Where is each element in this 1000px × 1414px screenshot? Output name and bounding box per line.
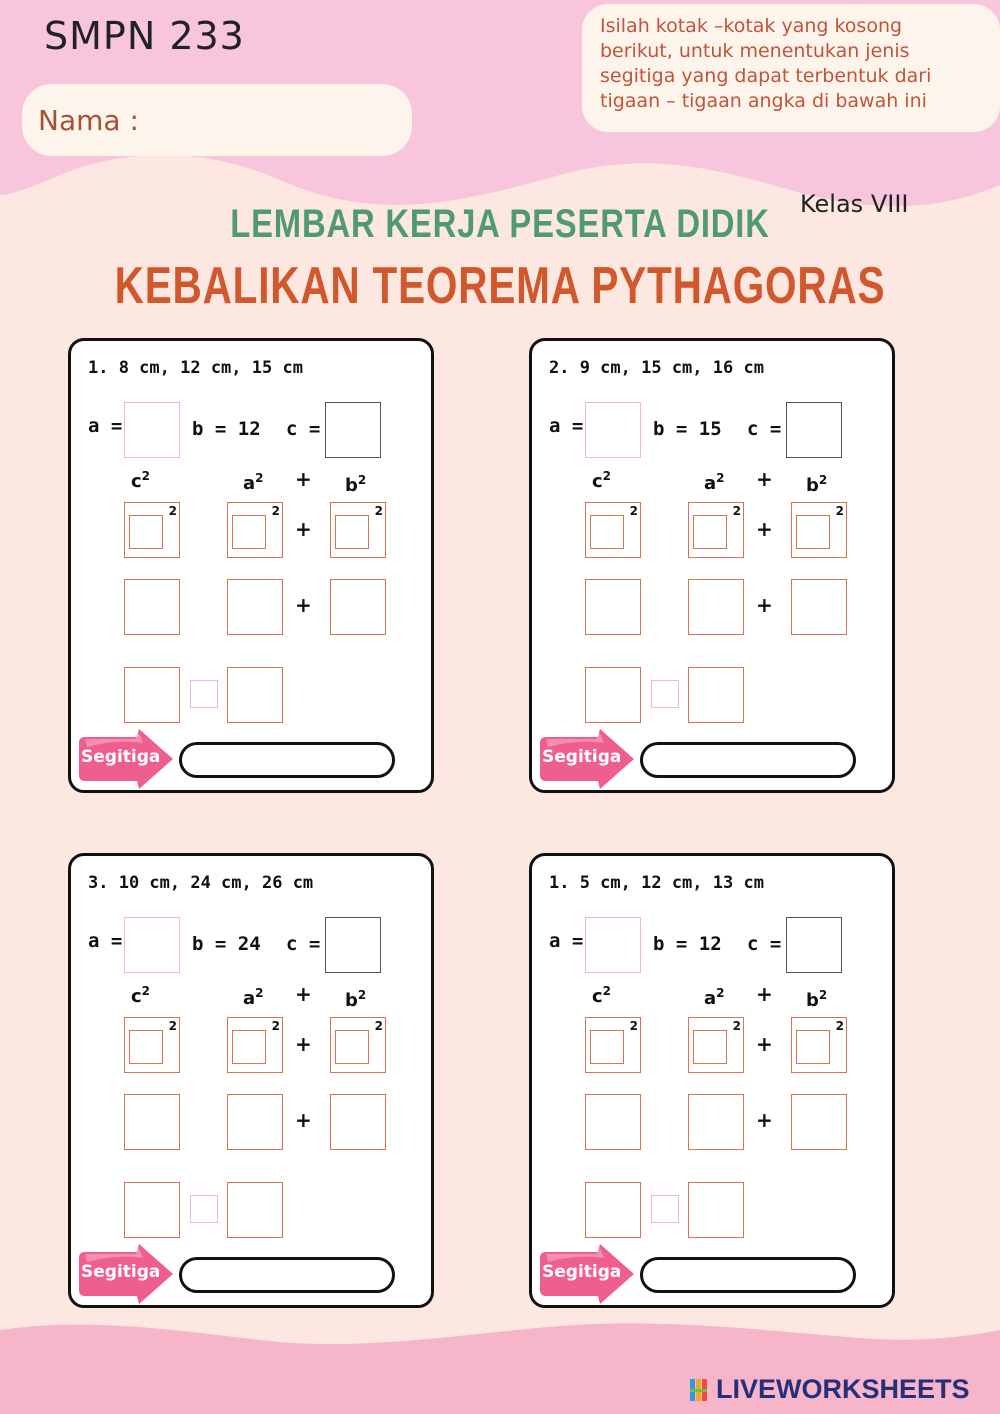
b-squared-box: 2 [791, 502, 847, 558]
b-squared-label: $b^2$ [806, 473, 828, 496]
plus-sign: + [295, 467, 312, 491]
right-result-input[interactable] [227, 1182, 283, 1238]
b-base-input[interactable] [335, 1030, 369, 1064]
c-base-input[interactable] [129, 515, 163, 549]
instructions-text: Isilah kotak –kotak yang kosong berikut, untuk menentukan jenis segitiga yang dapat terbentuk dari tigaan – tigaan angka di bawah ini [600, 15, 932, 112]
a-base-input[interactable] [693, 515, 727, 549]
a-input[interactable] [124, 917, 180, 973]
a-input[interactable] [124, 402, 180, 458]
left-result-input[interactable] [124, 1182, 180, 1238]
question-text: 1. 5 cm, 12 cm, 13 cm [549, 873, 764, 893]
left-result-input[interactable] [124, 667, 180, 723]
segitiga-arrow [77, 729, 177, 789]
comparison-input[interactable] [190, 680, 218, 708]
b-squared-value-input[interactable] [791, 579, 847, 635]
plus-sign: + [295, 982, 312, 1006]
c-squared-value-input[interactable] [585, 579, 641, 635]
c-squared-label: $c^2$ [131, 984, 151, 1007]
c-label: c = [286, 933, 321, 955]
c-squared-label: $c^2$ [592, 469, 612, 492]
b-base-input[interactable] [335, 515, 369, 549]
a-squared-value-input[interactable] [688, 1094, 744, 1150]
a-squared-value-input[interactable] [227, 1094, 283, 1150]
b-base-input[interactable] [796, 515, 830, 549]
b-label: b = 15 [653, 418, 722, 440]
b-squared-box: 2 [791, 1017, 847, 1073]
c-squared-box: 2 [124, 502, 180, 558]
question-card-3 [68, 853, 434, 1308]
segitiga-label: Segitiga [81, 1262, 161, 1282]
instructions-box [582, 4, 1000, 132]
c-input[interactable] [325, 917, 381, 973]
plus-sign: + [295, 1108, 312, 1132]
c-squared-label: $c^2$ [592, 984, 612, 1007]
b-base-input[interactable] [796, 1030, 830, 1064]
triangle-type-input[interactable] [640, 742, 856, 778]
c-input[interactable] [325, 402, 381, 458]
a-base-input[interactable] [693, 1030, 727, 1064]
c-base-input[interactable] [129, 1030, 163, 1064]
question-text: 1. 8 cm, 12 cm, 15 cm [88, 358, 303, 378]
c-squared-label: $c^2$ [131, 469, 151, 492]
brand-text: LIVEWORKSHEETS [716, 1374, 970, 1404]
c-squared-value-input[interactable] [124, 579, 180, 635]
c-input[interactable] [786, 402, 842, 458]
b-squared-box: 2 [330, 1017, 386, 1073]
class-label: Kelas VIII [800, 190, 909, 218]
a-label: a = [549, 415, 584, 437]
plus-sign: + [756, 593, 773, 617]
c-label: c = [286, 418, 321, 440]
a-base-input[interactable] [232, 1030, 266, 1064]
worksheet-subtitle: LEMBAR KERJA PESERTA DIDIK [230, 202, 770, 246]
b-label: b = 12 [192, 418, 261, 440]
plus-sign: + [756, 1108, 773, 1132]
triangle-type-input[interactable] [179, 1257, 395, 1293]
a-squared-value-input[interactable] [227, 579, 283, 635]
c-input[interactable] [786, 917, 842, 973]
question-card-4 [529, 853, 895, 1308]
plus-sign: + [756, 467, 773, 491]
liveworksheets-icon [690, 1379, 712, 1401]
c-label: c = [747, 933, 782, 955]
plus-sign: + [295, 517, 312, 541]
b-squared-box: 2 [330, 502, 386, 558]
right-result-input[interactable] [688, 667, 744, 723]
question-card-1 [68, 338, 434, 793]
a-squared-label: $a^2$ [243, 986, 264, 1009]
b-squared-value-input[interactable] [791, 1094, 847, 1150]
a-base-input[interactable] [232, 515, 266, 549]
b-label: b = 24 [192, 933, 261, 955]
plus-sign: + [756, 517, 773, 541]
right-result-input[interactable] [227, 667, 283, 723]
c-squared-value-input[interactable] [585, 1094, 641, 1150]
left-result-input[interactable] [585, 1182, 641, 1238]
a-label: a = [88, 415, 123, 437]
segitiga-arrow [77, 1244, 177, 1304]
c-squared-box: 2 [585, 502, 641, 558]
c-squared-value-input[interactable] [124, 1094, 180, 1150]
comparison-input[interactable] [651, 1195, 679, 1223]
a-squared-label: $a^2$ [704, 471, 725, 494]
triangle-type-input[interactable] [179, 742, 395, 778]
segitiga-arrow [538, 729, 638, 789]
plus-sign: + [295, 593, 312, 617]
a-squared-value-input[interactable] [688, 579, 744, 635]
a-squared-label: $a^2$ [704, 986, 725, 1009]
c-label: c = [747, 418, 782, 440]
a-label: a = [549, 930, 584, 952]
segitiga-label: Segitiga [81, 747, 161, 767]
plus-sign: + [756, 982, 773, 1006]
question-text: 3. 10 cm, 24 cm, 26 cm [88, 873, 314, 893]
a-squared-label: $a^2$ [243, 471, 264, 494]
plus-sign: + [295, 1032, 312, 1056]
c-base-input[interactable] [590, 515, 624, 549]
question-card-2 [529, 338, 895, 793]
a-squared-box: 2 [688, 502, 744, 558]
c-squared-box: 2 [124, 1017, 180, 1073]
segitiga-label: Segitiga [542, 1262, 622, 1282]
a-squared-box: 2 [227, 1017, 283, 1073]
plus-sign: + [756, 1032, 773, 1056]
school-name: SMPN 233 [44, 14, 245, 58]
c-squared-box: 2 [585, 1017, 641, 1073]
a-input[interactable] [585, 917, 641, 973]
comparison-input[interactable] [651, 680, 679, 708]
name-field[interactable] [22, 84, 412, 156]
b-squared-value-input[interactable] [330, 579, 386, 635]
c-base-input[interactable] [590, 1030, 624, 1064]
a-squared-box: 2 [688, 1017, 744, 1073]
a-label: a = [88, 930, 123, 952]
b-label: b = 12 [653, 933, 722, 955]
comparison-input[interactable] [190, 1195, 218, 1223]
segitiga-label: Segitiga [542, 747, 622, 767]
b-squared-label: $b^2$ [806, 988, 828, 1011]
a-squared-box: 2 [227, 502, 283, 558]
b-squared-value-input[interactable] [330, 1094, 386, 1150]
b-squared-label: $b^2$ [345, 988, 367, 1011]
worksheet-title: KEBALIKAN TEOREMA PYTHAGORAS [114, 257, 886, 315]
a-input[interactable] [585, 402, 641, 458]
segitiga-arrow [538, 1244, 638, 1304]
question-text: 2. 9 cm, 15 cm, 16 cm [549, 358, 764, 378]
name-label: Nama : [38, 104, 139, 137]
triangle-type-input[interactable] [640, 1257, 856, 1293]
left-result-input[interactable] [585, 667, 641, 723]
right-result-input[interactable] [688, 1182, 744, 1238]
liveworksheets-logo[interactable] [690, 1374, 970, 1405]
b-squared-label: $b^2$ [345, 473, 367, 496]
